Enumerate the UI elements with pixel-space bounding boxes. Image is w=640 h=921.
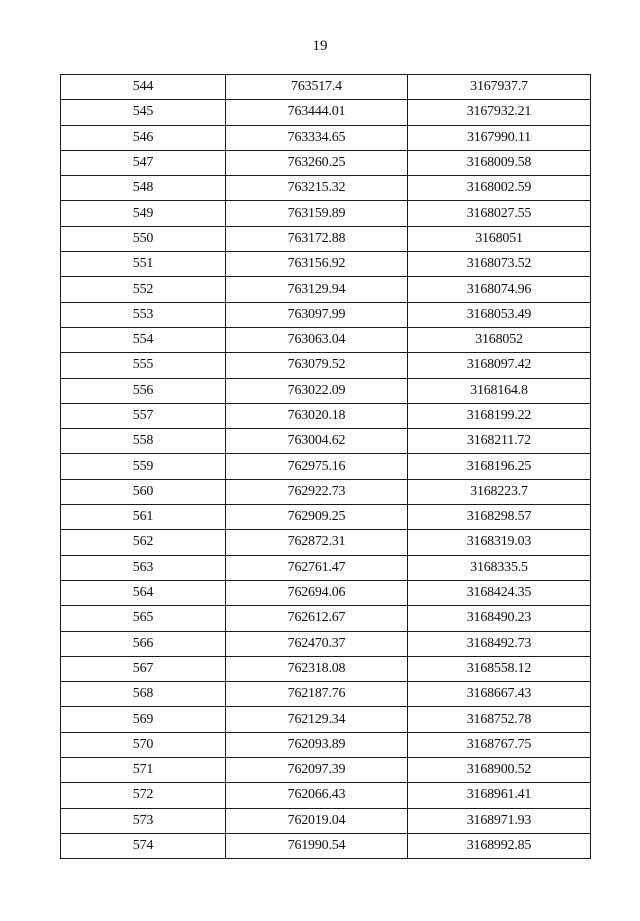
table-row: [61, 75, 591, 100]
point-number-cell: 544: [61, 75, 226, 100]
x-coordinate-cell: 761990.54: [226, 833, 408, 858]
table-row: [61, 707, 591, 732]
y-coordinate-cell: 3168767.75: [408, 732, 591, 757]
table-row: [61, 327, 591, 352]
x-coordinate-cell: 762872.31: [226, 530, 408, 555]
y-coordinate-cell: 3168319.03: [408, 530, 591, 555]
x-coordinate-cell: 762093.89: [226, 732, 408, 757]
point-number-cell: 548: [61, 176, 226, 201]
point-number-cell: 571: [61, 758, 226, 783]
x-coordinate-cell: 763097.99: [226, 302, 408, 327]
table-row: [61, 403, 591, 428]
point-number-cell: 563: [61, 555, 226, 580]
table-row: [61, 631, 591, 656]
x-coordinate-cell: 762470.37: [226, 631, 408, 656]
y-coordinate-cell: 3168992.85: [408, 833, 591, 858]
x-coordinate-cell: 762129.34: [226, 707, 408, 732]
point-number-cell: 555: [61, 353, 226, 378]
y-coordinate-cell: 3168002.59: [408, 176, 591, 201]
table-row: [61, 353, 591, 378]
x-coordinate-cell: 762909.25: [226, 505, 408, 530]
table-row: [61, 530, 591, 555]
table-row: [61, 252, 591, 277]
table-row: [61, 833, 591, 858]
point-number-cell: 546: [61, 125, 226, 150]
point-number-cell: 560: [61, 479, 226, 504]
x-coordinate-cell: 762187.76: [226, 682, 408, 707]
x-coordinate-cell: 763004.62: [226, 429, 408, 454]
y-coordinate-cell: 3167990.11: [408, 125, 591, 150]
x-coordinate-cell: 763172.88: [226, 226, 408, 251]
table-row: [61, 505, 591, 530]
table-row: [61, 732, 591, 757]
point-number-cell: 568: [61, 682, 226, 707]
point-number-cell: 552: [61, 277, 226, 302]
point-number-cell: 547: [61, 150, 226, 175]
table-row: [61, 125, 591, 150]
y-coordinate-cell: 3168335.5: [408, 555, 591, 580]
point-number-cell: 567: [61, 656, 226, 681]
table-row: [61, 555, 591, 580]
y-coordinate-cell: 3168424.35: [408, 580, 591, 605]
y-coordinate-cell: 3168971.93: [408, 808, 591, 833]
page-number: 19: [312, 38, 328, 54]
y-coordinate-cell: 3168052: [408, 327, 591, 352]
y-coordinate-cell: 3168097.42: [408, 353, 591, 378]
point-number-cell: 553: [61, 302, 226, 327]
y-coordinate-cell: 3168900.52: [408, 758, 591, 783]
x-coordinate-cell: 763444.01: [226, 100, 408, 125]
table-row: [61, 378, 591, 403]
point-number-cell: 562: [61, 530, 226, 555]
coordinate-table: [60, 74, 591, 859]
y-coordinate-cell: 3168667.43: [408, 682, 591, 707]
table-row: [61, 302, 591, 327]
x-coordinate-cell: 763079.52: [226, 353, 408, 378]
x-coordinate-cell: 763020.18: [226, 403, 408, 428]
x-coordinate-cell: 762694.06: [226, 580, 408, 605]
x-coordinate-cell: 763022.09: [226, 378, 408, 403]
point-number-cell: 574: [61, 833, 226, 858]
y-coordinate-cell: 3167932.21: [408, 100, 591, 125]
x-coordinate-cell: 763260.25: [226, 150, 408, 175]
table-row: [61, 429, 591, 454]
point-number-cell: 551: [61, 252, 226, 277]
point-number-cell: 566: [61, 631, 226, 656]
y-coordinate-cell: 3168027.55: [408, 201, 591, 226]
point-number-cell: 569: [61, 707, 226, 732]
y-coordinate-cell: 3168009.58: [408, 150, 591, 175]
table-row: [61, 808, 591, 833]
y-coordinate-cell: 3168073.52: [408, 252, 591, 277]
table-row: [61, 580, 591, 605]
y-coordinate-cell: 3168051: [408, 226, 591, 251]
y-coordinate-cell: 3168196.25: [408, 454, 591, 479]
point-number-cell: 573: [61, 808, 226, 833]
x-coordinate-cell: 762612.67: [226, 606, 408, 631]
x-coordinate-cell: 762019.04: [226, 808, 408, 833]
point-number-cell: 554: [61, 327, 226, 352]
y-coordinate-cell: 3168211.72: [408, 429, 591, 454]
x-coordinate-cell: 762066.43: [226, 783, 408, 808]
x-coordinate-cell: 762097.39: [226, 758, 408, 783]
y-coordinate-cell: 3168492.73: [408, 631, 591, 656]
y-coordinate-cell: 3168074.96: [408, 277, 591, 302]
x-coordinate-cell: 763156.92: [226, 252, 408, 277]
table-row: [61, 176, 591, 201]
table-row: [61, 783, 591, 808]
x-coordinate-cell: 762761.47: [226, 555, 408, 580]
x-coordinate-cell: 763063.04: [226, 327, 408, 352]
point-number-cell: 559: [61, 454, 226, 479]
x-coordinate-cell: 763517.4: [226, 75, 408, 100]
point-number-cell: 561: [61, 505, 226, 530]
table-row: [61, 226, 591, 251]
x-coordinate-cell: 762922.73: [226, 479, 408, 504]
point-number-cell: 572: [61, 783, 226, 808]
y-coordinate-cell: 3167937.7: [408, 75, 591, 100]
y-coordinate-cell: 3168558.12: [408, 656, 591, 681]
x-coordinate-cell: 762318.08: [226, 656, 408, 681]
point-number-cell: 556: [61, 378, 226, 403]
y-coordinate-cell: 3168223.7: [408, 479, 591, 504]
y-coordinate-cell: 3168164.8: [408, 378, 591, 403]
point-number-cell: 565: [61, 606, 226, 631]
y-coordinate-cell: 3168490.23: [408, 606, 591, 631]
point-number-cell: 570: [61, 732, 226, 757]
y-coordinate-cell: 3168752.78: [408, 707, 591, 732]
table-row: [61, 479, 591, 504]
table-row: [61, 758, 591, 783]
point-number-cell: 550: [61, 226, 226, 251]
point-number-cell: 558: [61, 429, 226, 454]
table-row: [61, 201, 591, 226]
table-row: [61, 100, 591, 125]
y-coordinate-cell: 3168053.49: [408, 302, 591, 327]
point-number-cell: 564: [61, 580, 226, 605]
table-row: [61, 682, 591, 707]
point-number-cell: 557: [61, 403, 226, 428]
table-row: [61, 150, 591, 175]
x-coordinate-cell: 763334.65: [226, 125, 408, 150]
table-row: [61, 606, 591, 631]
x-coordinate-cell: 762975.16: [226, 454, 408, 479]
table-row: [61, 656, 591, 681]
point-number-cell: 545: [61, 100, 226, 125]
y-coordinate-cell: 3168961.41: [408, 783, 591, 808]
table-row: [61, 454, 591, 479]
table-row: [61, 277, 591, 302]
x-coordinate-cell: 763129.94: [226, 277, 408, 302]
y-coordinate-cell: 3168298.57: [408, 505, 591, 530]
coordinate-table-body: [61, 75, 591, 859]
x-coordinate-cell: 763215.32: [226, 176, 408, 201]
y-coordinate-cell: 3168199.22: [408, 403, 591, 428]
x-coordinate-cell: 763159.89: [226, 201, 408, 226]
point-number-cell: 549: [61, 201, 226, 226]
